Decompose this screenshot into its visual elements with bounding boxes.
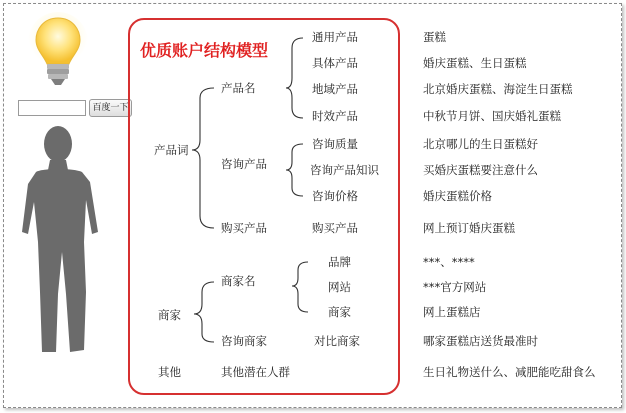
example-text: 婚庆蛋糕、生日蛋糕 (423, 56, 527, 70)
example-text: ***、**** (423, 255, 475, 269)
example-text: 网上蛋糕店 (423, 305, 481, 319)
type-item: 咨询产品知识 (310, 163, 379, 177)
type-item: 购买产品 (312, 221, 358, 235)
type-item: 商家 (328, 305, 351, 319)
subgroup-buy-product: 购买产品 (221, 221, 267, 235)
example-text: 北京哪儿的生日蛋糕好 (423, 137, 538, 151)
example-text: 买婚庆蛋糕要注意什么 (423, 163, 538, 177)
type-item: 网站 (328, 280, 351, 294)
subgroup-other-crowd: 其他潜在人群 (221, 365, 290, 379)
type-item: 地域产品 (312, 82, 358, 96)
type-item: 咨询质量 (312, 137, 358, 151)
example-text: ***官方网站 (423, 280, 487, 294)
type-item: 咨询价格 (312, 189, 358, 203)
example-text: 网上预订婚庆蛋糕 (423, 221, 515, 235)
group-merchant: 商家 (158, 308, 181, 322)
subgroup-consult-product: 咨询产品 (221, 157, 267, 171)
search-button[interactable]: 百度一下 (89, 99, 132, 117)
group-other: 其他 (158, 365, 181, 379)
type-item: 品牌 (328, 255, 351, 269)
example-text: 北京婚庆蛋糕、海淀生日蛋糕 (423, 82, 573, 96)
example-text: 生日礼物送什么、减肥能吃甜食么 (423, 365, 596, 379)
group-product-word: 产品词 (154, 143, 189, 157)
example-text: 婚庆蛋糕价格 (423, 189, 492, 203)
example-text: 蛋糕 (423, 30, 446, 44)
type-item: 对比商家 (314, 334, 360, 348)
type-item: 通用产品 (312, 30, 358, 44)
subgroup-consult-merchant: 咨询商家 (221, 334, 267, 348)
diagram-title: 优质账户结构模型 (140, 41, 269, 60)
type-item: 具体产品 (312, 56, 358, 70)
subgroup-product-name: 产品名 (221, 81, 256, 95)
example-text: 哪家蛋糕店送货最准时 (423, 334, 538, 348)
type-item: 时效产品 (312, 109, 358, 123)
example-text: 中秋节月饼、国庆婚礼蛋糕 (423, 109, 561, 123)
subgroup-merchant-name: 商家名 (221, 274, 256, 288)
